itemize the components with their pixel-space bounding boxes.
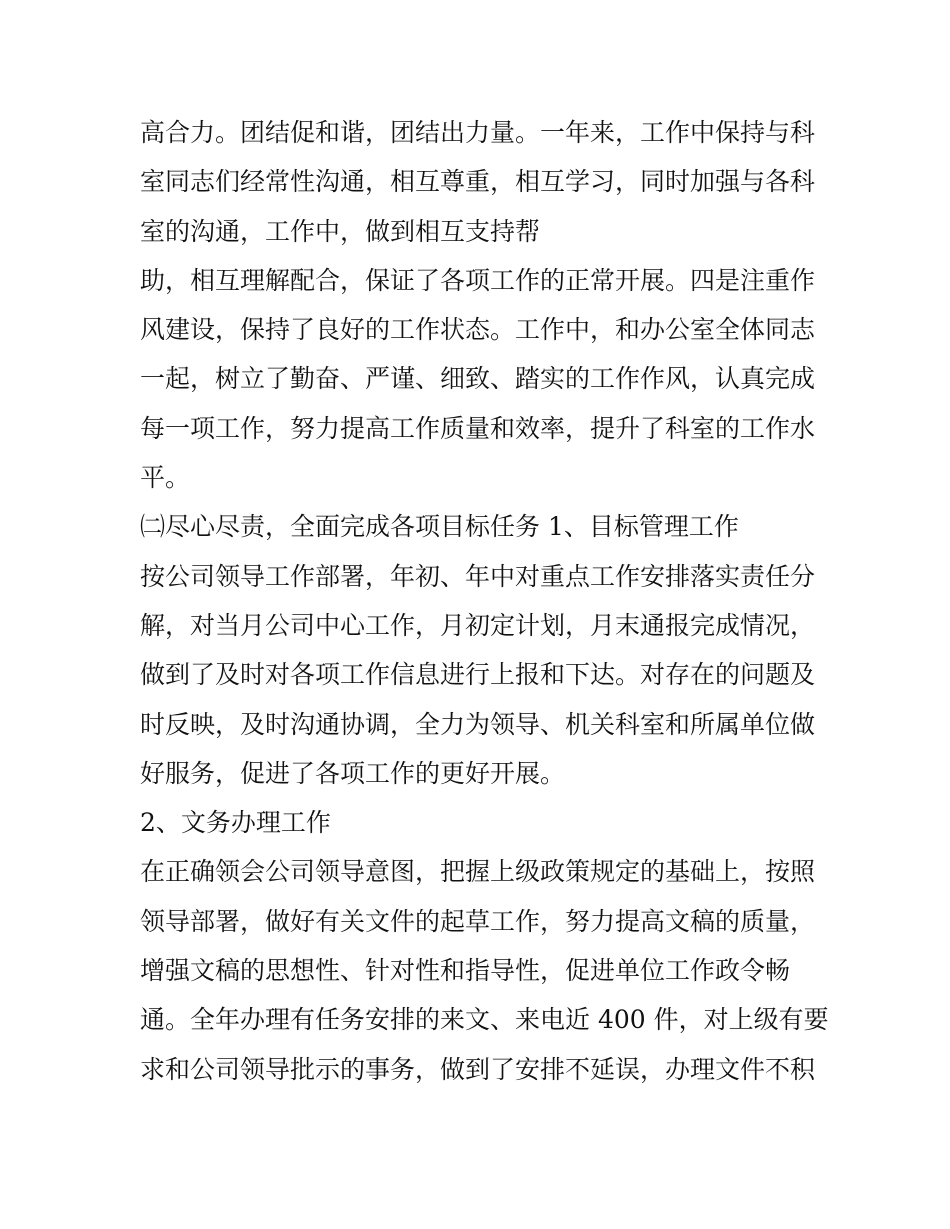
section-heading: ㈡尽心尽责，全面完成各项目标任务 1、目标管理工作: [140, 512, 739, 542]
text-line: 领导部署，做好有关文件的起草工作，努力提高文稿的质量，: [140, 906, 816, 936]
text-line: 通。全年办理有任务安排的来文、来电近 400 件，对上级有要: [140, 1005, 829, 1035]
text-line: 求和公司领导批示的事务，做到了安排不延误，办理文件不积: [140, 1054, 816, 1084]
text-line: 在正确领会公司领导意图，把握上级政策规定的基础上，按照: [140, 857, 816, 887]
body-text: [140, 108, 829, 1094]
text-line: 一起，树立了勤奋、严谨、细致、踏实的工作作风，认真完成: [140, 364, 816, 394]
text-line: 每一项工作，努力提高工作质量和效率，提升了科室的工作水: [140, 413, 816, 443]
section-heading: 2、文务办理工作: [140, 808, 331, 838]
text-line: 高合力。团结促和谐，团结出力量。一年来，工作中保持与科: [140, 118, 816, 147]
text-line: 平。: [140, 463, 191, 493]
text-line: 风建设，保持了良好的工作状态。工作中，和办公室全体同志: [140, 315, 816, 345]
text-line: 时反映，及时沟通协调，全力为领导、机关科室和所属单位做: [140, 709, 816, 739]
text-line: 增强文稿的思想性、针对性和指导性，促进单位工作政令畅: [140, 956, 791, 986]
text-line: 解，对当月公司中心工作，月初定计划，月末通报完成情况，: [140, 610, 816, 640]
text-line: 按公司领导工作部署，年初、年中对重点工作安排落实责任分: [140, 561, 816, 591]
text-line: 室的沟通，工作中，做到相互支持帮: [140, 216, 541, 246]
text-line: 室同志们经常性沟通，相互尊重，相互学习，同时加强与各科: [140, 167, 816, 197]
text-line: 助，相互理解配合，保证了各项工作的正常开展。四是注重作: [140, 265, 816, 295]
text-line: 做到了及时对各项工作信息进行上报和下达。对存在的问题及: [140, 660, 816, 690]
text-line: 好服务，促进了各项工作的更好开展。: [140, 758, 566, 788]
